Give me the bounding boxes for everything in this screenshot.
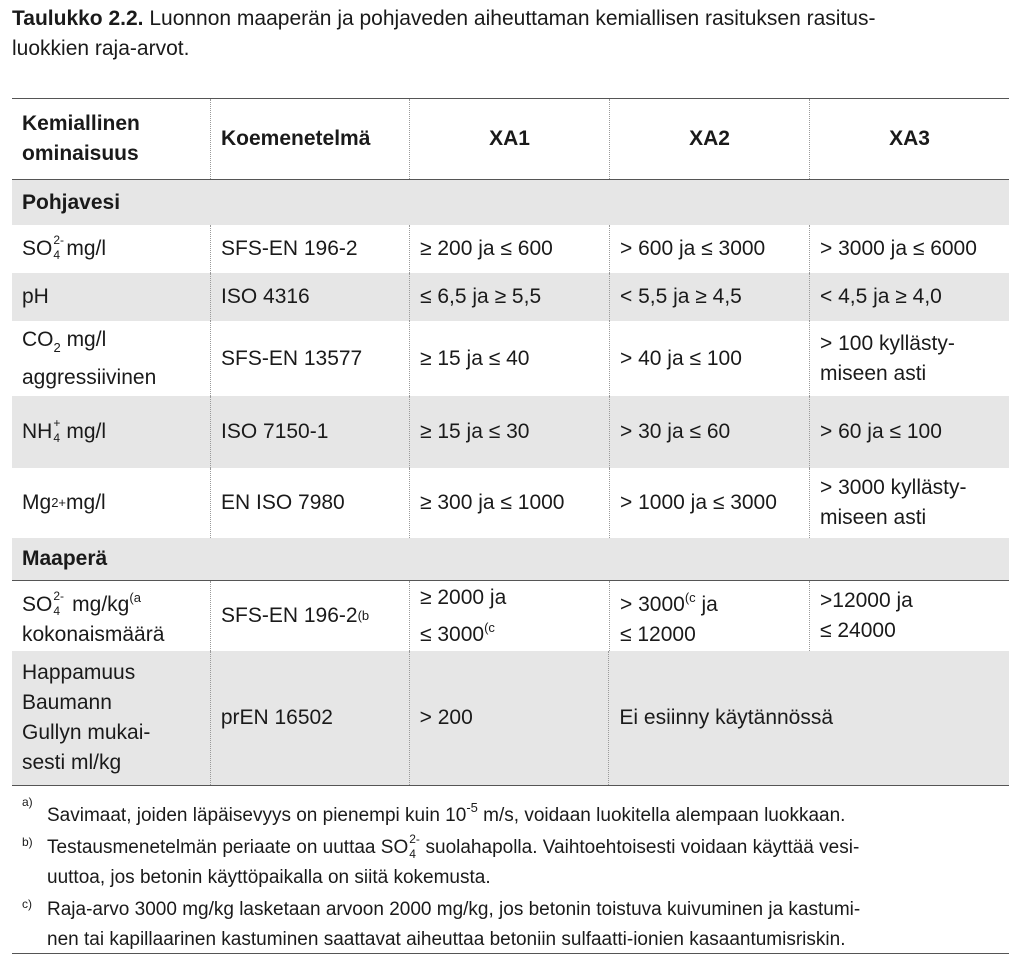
row-so4-xa1: ≥ 200 ja ≤ 600 bbox=[410, 225, 610, 273]
row-ph-xa1: ≤ 6,5 ja ≥ 5,5 bbox=[410, 273, 610, 321]
header-property: Kemiallinen ominaisuus bbox=[12, 99, 211, 179]
row-so4-method: SFS-EN 196-2 bbox=[211, 225, 410, 273]
row-ph-xa3: < 4,5 ja ≥ 4,0 bbox=[820, 285, 942, 308]
footnote-a-mark: a) bbox=[22, 795, 33, 809]
row-so4-soil-property: SO 2- 4 $mg/kg^{(a}$ kokonaismäärä bbox=[12, 581, 211, 651]
row-co2-method: SFS-EN 13577 bbox=[211, 321, 410, 396]
row-so4-xa3: > 3000 ja ≤ 6000 bbox=[820, 237, 977, 260]
row-so4-xa2: > 600 ja ≤ 3000 bbox=[610, 225, 810, 273]
row-so4-property: SO 2- 4 mg/l bbox=[12, 225, 211, 273]
footnote-b: b) Testausmenetelmän periaate on uuttaa SO 2- 4 suolahapolla. Vaihtoehtoisesti voidaan käyttää vesi- uuttoa, jos betonin käyttöpaikalla on siitä kokemusta. bbox=[12, 833, 1009, 893]
section-maapera: Maaperä bbox=[12, 538, 1009, 581]
row-nh4-xa1: ≥ 15 ja ≤ 30 bbox=[410, 396, 610, 468]
footnotes bbox=[12, 793, 1009, 955]
table-row bbox=[12, 273, 1009, 321]
table-row bbox=[12, 225, 1009, 273]
table-caption bbox=[12, 4, 1002, 64]
section-pohjavesi: Pohjavesi bbox=[12, 180, 1009, 225]
header-xa3: XA3 bbox=[889, 127, 930, 150]
table-row bbox=[12, 651, 1009, 785]
row-mg-property: Mg 2+ mg/l bbox=[12, 468, 211, 538]
caption-text: Luonnon maaperän ja pohjaveden aiheuttaman kemiallisen rasituksen rasitus- bbox=[143, 7, 876, 30]
row-so4-soil-method: SFS-EN 196-2 (b bbox=[211, 581, 410, 651]
row-acidity-method: prEN 16502 bbox=[211, 651, 410, 785]
row-nh4-xa3: > 60 ja ≤ 100 bbox=[820, 420, 942, 443]
page-bottom-rule bbox=[12, 953, 1009, 954]
row-co2-xa3: > 100 kyllästy- miseen asti bbox=[820, 331, 955, 385]
row-nh4-property: NH + 4 mg/l bbox=[12, 396, 211, 468]
table-header-row bbox=[12, 99, 1009, 180]
row-ph-property: pH bbox=[12, 273, 211, 321]
table-bottom-rule bbox=[12, 785, 1009, 786]
footnote-b-mark: b) bbox=[22, 835, 33, 849]
table-row bbox=[12, 468, 1009, 538]
row-so4-soil-xa3: >12000 ja ≤ 24000 bbox=[820, 589, 913, 642]
row-acidity-xa2-xa3: Ei esiinny käytännössä bbox=[619, 706, 834, 729]
header-xa1: XA1 bbox=[410, 99, 610, 179]
limits-table bbox=[12, 98, 1009, 786]
row-acidity-xa1: > 200 bbox=[410, 651, 610, 785]
table-row bbox=[12, 321, 1009, 396]
footnote-c: c) Raja-arvo 3000 mg/kg lasketaan arvoon 2000 mg/kg, jos betonin toistuva kuivuminen ja kastumi- nen tai kapillaarinen kastuminen saattavat aiheuttaa betoniin sulfaatti-ionien kasaantumisriskin. bbox=[12, 895, 1009, 955]
footnote-a: a) Savimaat, joiden läpäisevyys on pienempi kuin $10^{-5}$ m/s, voidaan luokitella alempaan luokkaan. bbox=[12, 793, 1009, 831]
row-co2-xa1: ≥ 15 ja ≤ 40 bbox=[410, 321, 610, 396]
row-so4-soil-xa2: > $3000^{(c}$ ja ≤ 12000 bbox=[610, 581, 810, 651]
row-ph-method: ISO 4316 bbox=[211, 273, 410, 321]
header-xa2: XA2 bbox=[610, 99, 810, 179]
row-mg-xa1: ≥ 300 ja ≤ 1000 bbox=[410, 468, 610, 538]
caption-label: Taulukko 2.2. bbox=[12, 7, 144, 30]
footnote-c-mark: c) bbox=[22, 897, 32, 911]
table-row bbox=[12, 396, 1009, 468]
table-row bbox=[12, 581, 1009, 651]
row-mg-xa2: > 1000 ja ≤ 3000 bbox=[610, 468, 810, 538]
row-nh4-method: ISO 7150-1 bbox=[211, 396, 410, 468]
row-acidity-property: Happamuus Baumann Gullyn mukai- sesti ml/kg bbox=[12, 651, 211, 785]
row-nh4-xa2: > 30 ja ≤ 60 bbox=[610, 396, 810, 468]
row-co2-property: $CO_2$ mg/l aggressiivinen bbox=[12, 321, 211, 396]
row-so4-soil-xa1: ≥ 2000 ja ≤ $3000^{(c}$ bbox=[410, 581, 610, 651]
row-mg-method: EN ISO 7980 bbox=[211, 468, 410, 538]
row-mg-xa3: > 3000 kyllästy- miseen asti bbox=[820, 476, 967, 529]
header-method: Koemenetelmä bbox=[211, 99, 410, 179]
caption-text-line2: luokkien raja-arvot. bbox=[12, 37, 190, 60]
row-ph-xa2: < 5,5 ja ≥ 4,5 bbox=[610, 273, 810, 321]
row-co2-xa2: > 40 ja ≤ 100 bbox=[610, 321, 810, 396]
